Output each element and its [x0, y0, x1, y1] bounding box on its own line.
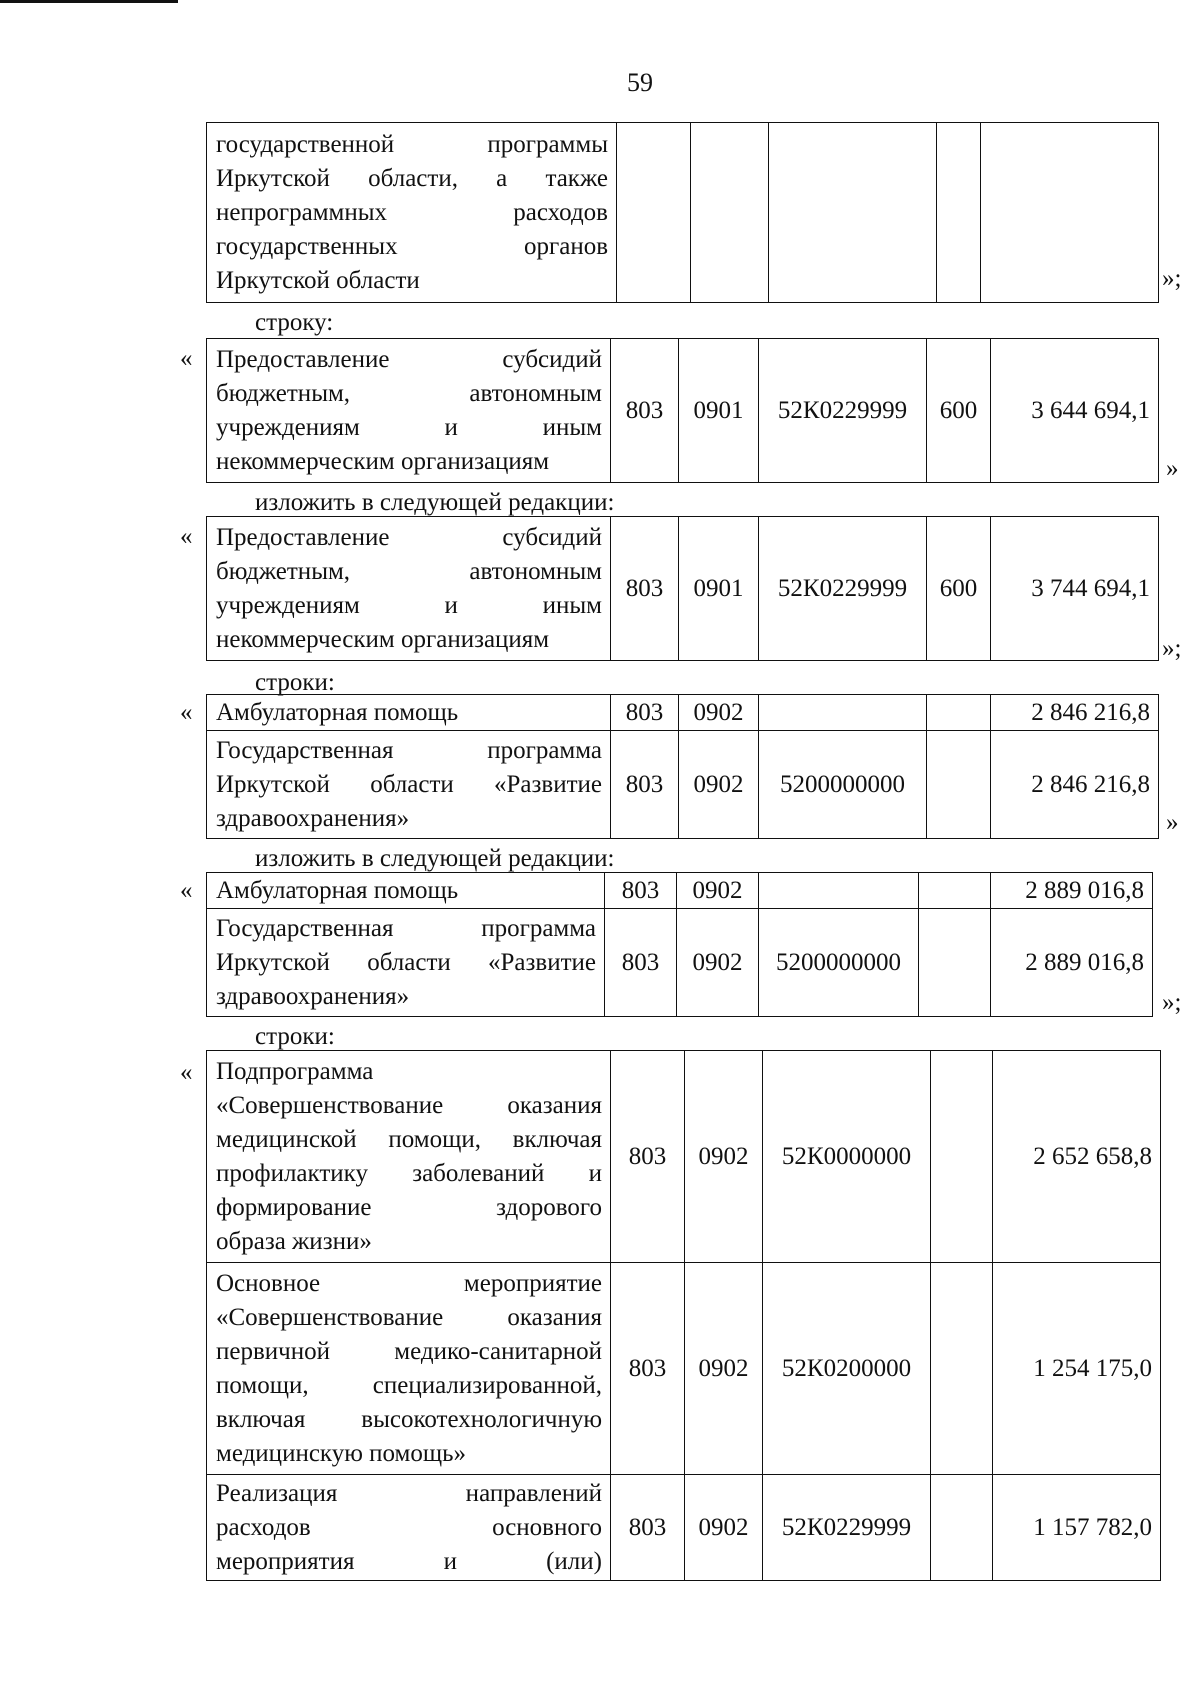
table-old-rows-0902 — [206, 694, 1159, 839]
ved-cell: 803 — [611, 517, 679, 661]
table-row — [207, 123, 1159, 303]
vr-cell: 600 — [927, 517, 991, 661]
close-quote: »; — [1162, 989, 1182, 1016]
table-row — [207, 1263, 1161, 1475]
table-row — [207, 909, 1153, 1017]
close-quote: » — [1166, 809, 1179, 836]
label-izlozhit: изложить в следующей редакции: — [255, 845, 615, 872]
open-quote: « — [180, 1059, 193, 1086]
vr-cell — [919, 873, 991, 909]
table-subprogram-rows — [206, 1050, 1161, 1581]
row-description: Основное мероприятие «Совершенствование оказания первичной медико-санитарной помощи, специализированной, включая высокотехнологичную медицинскую помощь» — [207, 1263, 611, 1475]
csr-cell — [759, 695, 927, 731]
ved-cell: 803 — [611, 1475, 685, 1581]
sum-cell: 3 744 694,1 — [991, 517, 1159, 661]
row-description: Предоставление субсидий бюджетным, автономным учреждениям и иным некоммерческим организациям — [207, 339, 611, 483]
ved-cell: 803 — [611, 339, 679, 483]
row-description: Государственная программа Иркутской области «Развитие здравоохранения» — [207, 731, 611, 839]
rz-cell: 0902 — [677, 909, 759, 1017]
label-stroki: строки: — [255, 1023, 335, 1050]
csr-cell: 5200000000 — [759, 909, 919, 1017]
sum-cell: 2 846 216,8 — [991, 731, 1159, 839]
vr-cell — [931, 1051, 993, 1263]
label-izlozhit: изложить в следующей редакции: — [255, 489, 615, 516]
ved-cell: 803 — [611, 695, 679, 731]
csr-cell: 5200000000 — [759, 731, 927, 839]
sum-cell: 1 254 175,0 — [993, 1263, 1161, 1475]
sum-cell: 2 889 016,8 — [991, 909, 1153, 1017]
row-description: Подпрограмма «Совершенствование оказания медицинской помощи, включая профилактику заболеваний и формирование здорового образа жизни» — [207, 1051, 611, 1263]
table-row — [207, 339, 1159, 483]
csr-cell: 52К0000000 — [763, 1051, 931, 1263]
csr-cell: 52К0200000 — [763, 1263, 931, 1475]
close-quote: »; — [1162, 635, 1182, 662]
table-old-row-0901 — [206, 338, 1159, 483]
open-quote: « — [180, 345, 193, 372]
table-row — [207, 1051, 1161, 1263]
csr-cell — [759, 873, 919, 909]
sum-cell: 1 157 782,0 — [993, 1475, 1161, 1581]
table-new-rows-0902 — [206, 872, 1153, 1017]
table-row — [207, 517, 1159, 661]
table-continuation — [206, 122, 1159, 303]
csr-cell: 52К0229999 — [759, 339, 927, 483]
ved-cell: 803 — [611, 1051, 685, 1263]
vr-cell: 600 — [927, 339, 991, 483]
rz-cell: 0901 — [679, 339, 759, 483]
row-description: Амбулаторная помощь — [207, 695, 611, 731]
close-quote: »; — [1162, 265, 1182, 292]
label-stroki: строки: — [255, 669, 335, 696]
vr-cell — [927, 731, 991, 839]
vr-cell — [931, 1263, 993, 1475]
rz-cell: 0902 — [685, 1475, 763, 1581]
open-quote: « — [180, 877, 193, 904]
row-description: Государственная программа Иркутской области «Развитие здравоохранения» — [207, 909, 605, 1017]
table-new-row-0901 — [206, 516, 1159, 661]
rz-cell: 0901 — [679, 517, 759, 661]
table-row — [207, 731, 1159, 839]
ved-cell: 803 — [611, 731, 679, 839]
rz-cell: 0902 — [679, 695, 759, 731]
row-description: Реализация направлений расходов основного мероприятия и (или) — [207, 1475, 611, 1581]
rz-cell: 0902 — [677, 873, 759, 909]
sum-cell: 2 846 216,8 — [991, 695, 1159, 731]
open-quote: « — [180, 523, 193, 550]
row-description: Предоставление субсидий бюджетным, автономным учреждениям и иным некоммерческим организациям — [207, 517, 611, 661]
sum-cell: 2 652 658,8 — [993, 1051, 1161, 1263]
csr-cell: 52К0229999 — [763, 1475, 931, 1581]
sum-cell: 3 644 694,1 — [991, 339, 1159, 483]
sum-cell: 2 889 016,8 — [991, 873, 1153, 909]
rz-cell: 0902 — [685, 1263, 763, 1475]
table-row — [207, 1475, 1161, 1581]
table-row — [207, 873, 1153, 909]
ved-cell: 803 — [611, 1263, 685, 1475]
ved-cell: 803 — [605, 909, 677, 1017]
label-stroku: строку: — [255, 309, 334, 336]
rz-cell: 0902 — [685, 1051, 763, 1263]
vr-cell — [919, 909, 991, 1017]
top-left-rule — [0, 0, 178, 3]
ved-cell: 803 — [605, 873, 677, 909]
close-quote: » — [1166, 455, 1179, 482]
table-row — [207, 695, 1159, 731]
page-number: 59 — [627, 68, 653, 97]
row-description: Амбулаторная помощь — [207, 873, 605, 909]
csr-cell: 52К0229999 — [759, 517, 927, 661]
rz-cell: 0902 — [679, 731, 759, 839]
vr-cell — [931, 1475, 993, 1581]
vr-cell — [927, 695, 991, 731]
open-quote: « — [180, 699, 193, 726]
row-description: государственной программы Иркутской области, а также непрограммных расходов государственных органов Иркутской области — [207, 123, 617, 303]
